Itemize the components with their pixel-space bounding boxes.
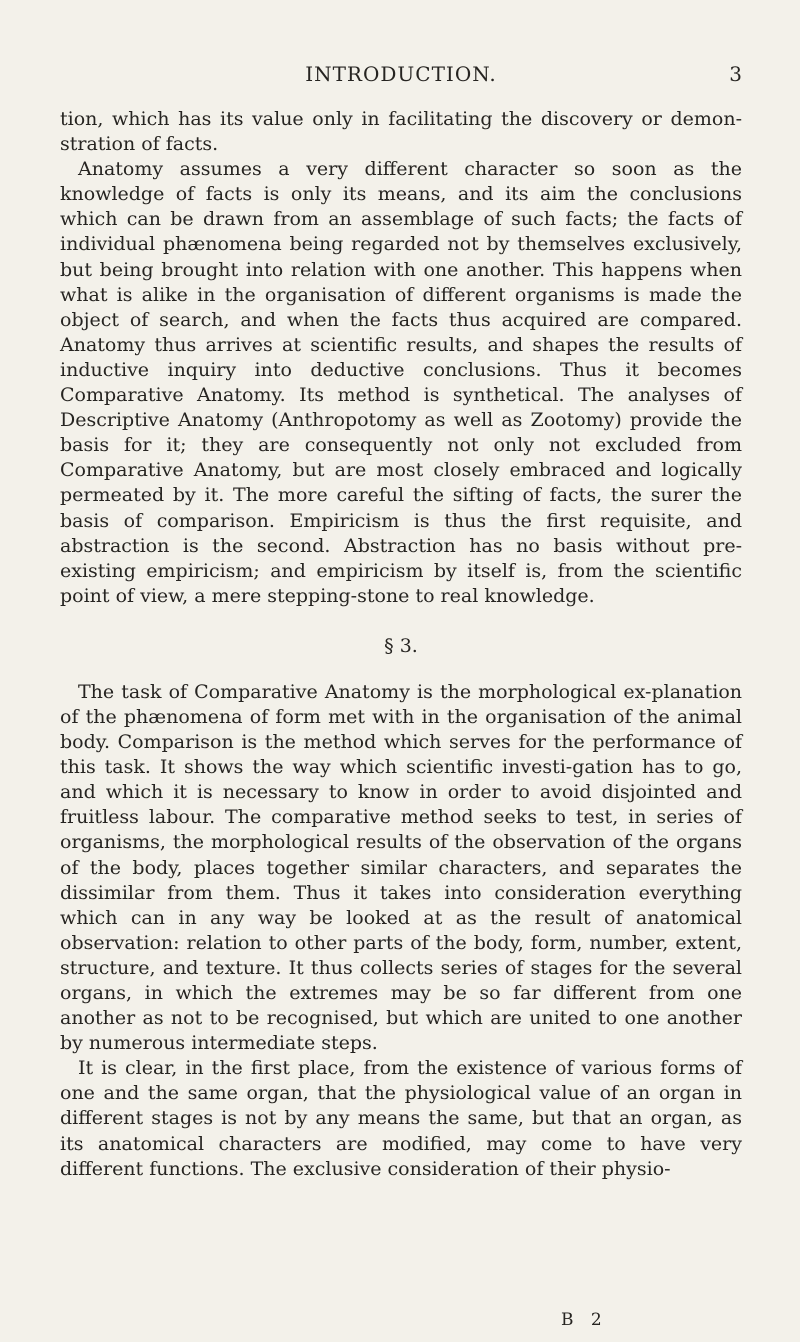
section-heading: § 3. [384, 634, 418, 657]
signature-mark: B 2 [561, 1310, 608, 1330]
body-text [60, 107, 742, 1182]
running-title: INTRODUCTION. [305, 62, 497, 86]
page-number: 3 [729, 62, 742, 86]
paragraph-comparative-anatomy: Anatomy assumes a very different character so soon as the knowledge of facts is only its means, and its aim the conclusions which can be drawn from an assemblage of such facts; the facts of individual phænomena being regarded not by themselves exclusively, but being brought into relation with one another. This happens when what is alike in the organisation of different organisms is made the object of search, and when the facts thus acquired are compared. Anatomy thus arrives at scientific results, and shapes the results of inductive inquiry into deductive conclusions. Thus it becomes Comparative Anatomy. Its method is synthetical. The analyses of Descriptive Anatomy (Anthropotomy as well as Zootomy) provide the basis for it; they are consequently not only not excluded from Comparative Anatomy, but are most closely embraced and logically permeated by it. The more careful the sifting of facts, the surer the basis of comparison. Empiricism is thus the first requisite, and abstraction is the second. Abstraction has no basis without pre-existing empiricism; and empiricism by itself is, from the scientific point of view, a mere stepping-stone to real knowledge. [60, 158, 742, 607]
paragraph-forms-of-organ: It is clear, in the first place, from the existence of various forms of one and the same organ, that the physiological value of an organ in different stages is not by any means the same, but that an organ, as its anatomical characters are modified, may come to have very different functions. The exclusive consideration of their physio- [60, 1057, 742, 1180]
paragraph-continuation: tion, which has its value only in facilitating the discovery or demon-stration of facts. [60, 108, 742, 156]
paragraph-task: The task of Comparative Anatomy is the morphological ex-planation of the phænomena of form met with in the organisation of the animal body. Comparison is the method which serves for the performance of this task. It shows the way which scientific investi-gation has to go, and which it is necessary to know in order to avoid disjointed and fruitless labour. The comparative method seeks to test, in series of organisms, the morphological results of the observation of the organs of the body, places together similar characters, and separates the dissimilar from them. Thus it takes into consideration everything which can in any way be looked at as the result of anatomical observation: relation to other parts of the body, form, number, extent, structure, and texture. It thus collects series of stages for the several organs, in which the extremes may be so far different from one another as not to be recognised, but which are united to one another by numerous intermediate steps. [60, 680, 742, 1055]
page-header [60, 62, 742, 92]
